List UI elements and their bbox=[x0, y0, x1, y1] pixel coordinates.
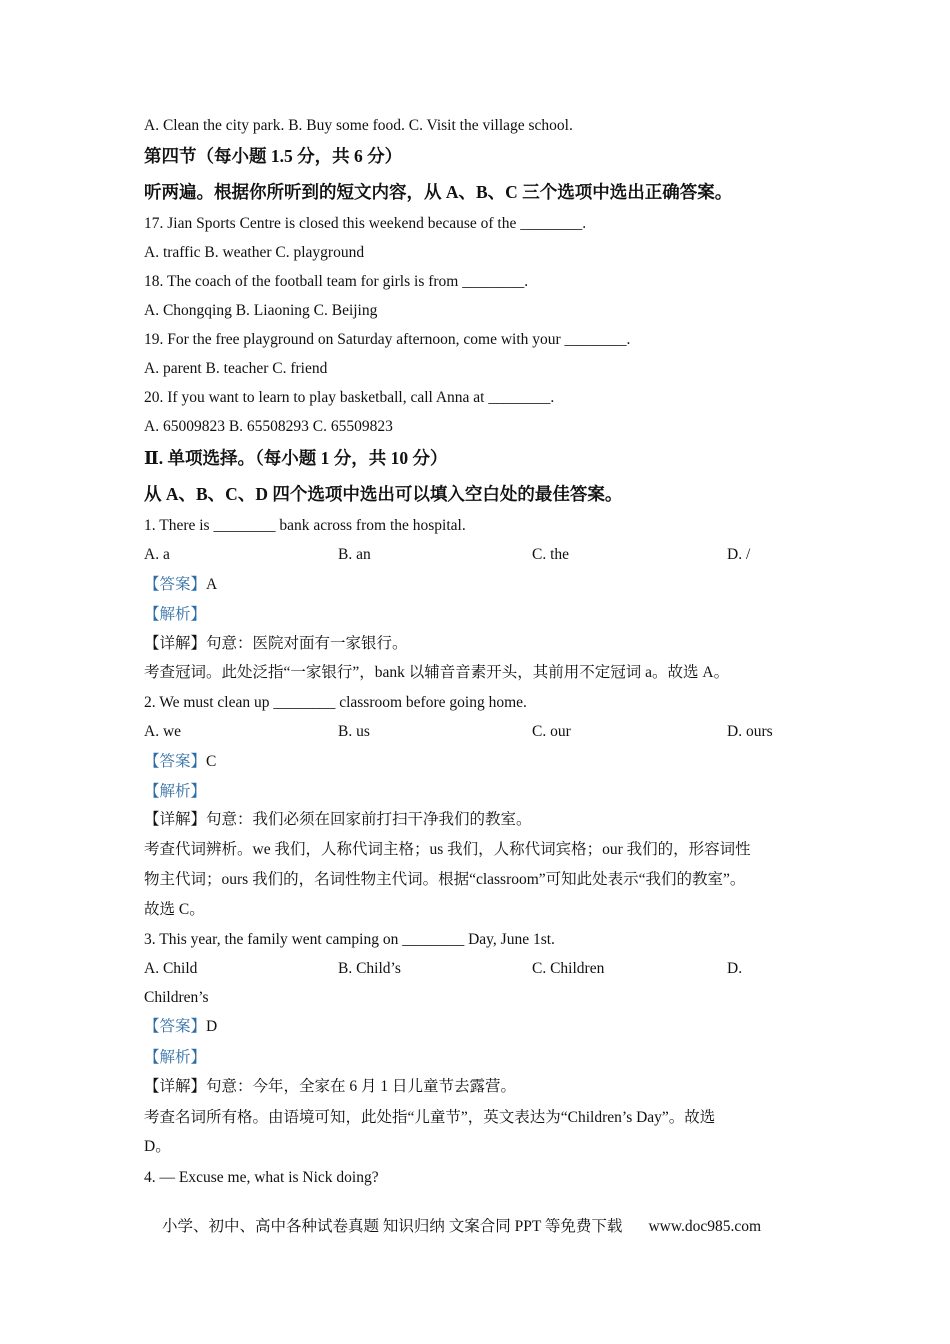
p2-q1-answer bbox=[144, 575, 217, 595]
q20-question: 20. If you want to learn to play basketball, call Anna at ________. bbox=[144, 389, 555, 406]
answer-value: D bbox=[206, 1018, 218, 1035]
p2-q3-option-b: B. Child’s bbox=[338, 960, 401, 977]
p2-q3-explain-line: D。 bbox=[144, 1138, 171, 1155]
detail-text: 句意：我们必须在回家前打扫干净我们的教室。 bbox=[206, 811, 532, 828]
part2-instruction: 从 A、B、C、D 四个选项中选出可以填入空白处的最佳答案。 bbox=[144, 484, 623, 504]
q16-options: A. Clean the city park. B. Buy some food. C. Visit the village school. bbox=[144, 117, 573, 134]
p2-q2-option-c: C. our bbox=[532, 723, 571, 740]
footer-url[interactable]: www.doc985.com bbox=[648, 1218, 762, 1235]
answer-tag: 【答案】 bbox=[144, 576, 207, 593]
detail-tag: 【详解】 bbox=[144, 811, 207, 828]
analysis-tag: 【解析】 bbox=[144, 1049, 207, 1066]
section4-instruction: 听两遍。根据你所听到的短文内容，从 A、B、C 三个选项中选出正确答案。 bbox=[144, 182, 733, 202]
p2-q2-detail bbox=[144, 810, 532, 830]
page-footer bbox=[162, 1214, 761, 1236]
p2-q3-option-a: A. Child bbox=[144, 960, 198, 977]
p2-q3-explain-line: 考查名词所有格。由语境可知，此处指“儿童节”，英文表达为“Children’s Day”。故选 bbox=[144, 1109, 716, 1126]
p2-q2-answer bbox=[144, 752, 216, 772]
q17-options: A. traffic B. weather C. playground bbox=[144, 244, 365, 261]
analysis-tag: 【解析】 bbox=[144, 606, 207, 623]
p2-q1-option-d: D. / bbox=[727, 546, 751, 563]
p2-q2-question: 2. We must clean up ________ classroom before going home. bbox=[144, 694, 527, 711]
p2-q1-detail bbox=[144, 634, 408, 654]
q19-question: 19. For the free playground on Saturday afternoon, come with your ________. bbox=[144, 331, 631, 348]
p2-q3-option-c: C. Children bbox=[532, 960, 605, 977]
analysis-tag: 【解析】 bbox=[144, 783, 207, 800]
p2-q2-option-a: A. we bbox=[144, 723, 182, 740]
p2-q1-explain-line: 考查冠词。此处泛指“一家银行”，bank 以辅音音素开头，其前用不定冠词 a。故选 A。 bbox=[144, 664, 730, 681]
p2-q3-option-d-text: Children’s bbox=[144, 989, 209, 1006]
p2-q1-option-a: A. a bbox=[144, 546, 170, 563]
q20-options: A. 65009823 B. 65508293 C. 65509823 bbox=[144, 418, 393, 435]
part2-title: Ⅱ. 单项选择。（每小题 1 分，共 10 分） bbox=[144, 448, 448, 468]
p2-q3-detail bbox=[144, 1077, 516, 1097]
p2-q3-question: 3. This year, the family went camping on ________ Day, June 1st. bbox=[144, 931, 555, 948]
section4-title: 第四节（每小题 1.5 分，共 6 分） bbox=[144, 146, 403, 166]
answer-value: A bbox=[206, 576, 218, 593]
detail-tag: 【详解】 bbox=[144, 635, 207, 652]
p2-q2-option-d: D. ours bbox=[727, 723, 773, 740]
p2-q3-answer bbox=[144, 1017, 217, 1037]
p2-q1-option-b: B. an bbox=[338, 546, 371, 563]
answer-value: C bbox=[206, 753, 217, 770]
q17-question: 17. Jian Sports Centre is closed this weekend because of the ________. bbox=[144, 215, 587, 232]
p2-q2-explain-line: 物主代词；ours 我们的，名词性物主代词。根据“classroom”可知此处表示“我们的教室”。 bbox=[144, 871, 746, 888]
q19-options: A. parent B. teacher C. friend bbox=[144, 360, 328, 377]
p2-q1-option-c: C. the bbox=[532, 546, 570, 563]
detail-text: 句意：医院对面有一家银行。 bbox=[206, 635, 408, 652]
p2-q2-explain-line: 故选 C。 bbox=[144, 901, 205, 918]
p2-q2-explain-line: 考查代词辨析。we 我们，人称代词主格；us 我们，人称代词宾格；our 我们的，形容词性 bbox=[144, 841, 751, 858]
q18-options: A. Chongqing B. Liaoning C. Beijing bbox=[144, 302, 378, 319]
p2-q1-question: 1. There is ________ bank across from the hospital. bbox=[144, 517, 466, 534]
answer-tag: 【答案】 bbox=[144, 753, 207, 770]
footer-text: 小学、初中、高中各种试卷真题 知识归纳 文案合同 PPT 等免费下载 bbox=[162, 1218, 623, 1235]
q18-question: 18. The coach of the football team for girls is from ________. bbox=[144, 273, 529, 290]
detail-tag: 【详解】 bbox=[144, 1078, 207, 1095]
p2-q3-option-d: D. bbox=[727, 960, 743, 977]
p2-q4-question: 4. — Excuse me, what is Nick doing? bbox=[144, 1169, 379, 1186]
p2-q2-option-b: B. us bbox=[338, 723, 370, 740]
detail-text: 句意：今年，全家在 6 月 1 日儿童节去露营。 bbox=[206, 1078, 517, 1095]
answer-tag: 【答案】 bbox=[144, 1018, 207, 1035]
